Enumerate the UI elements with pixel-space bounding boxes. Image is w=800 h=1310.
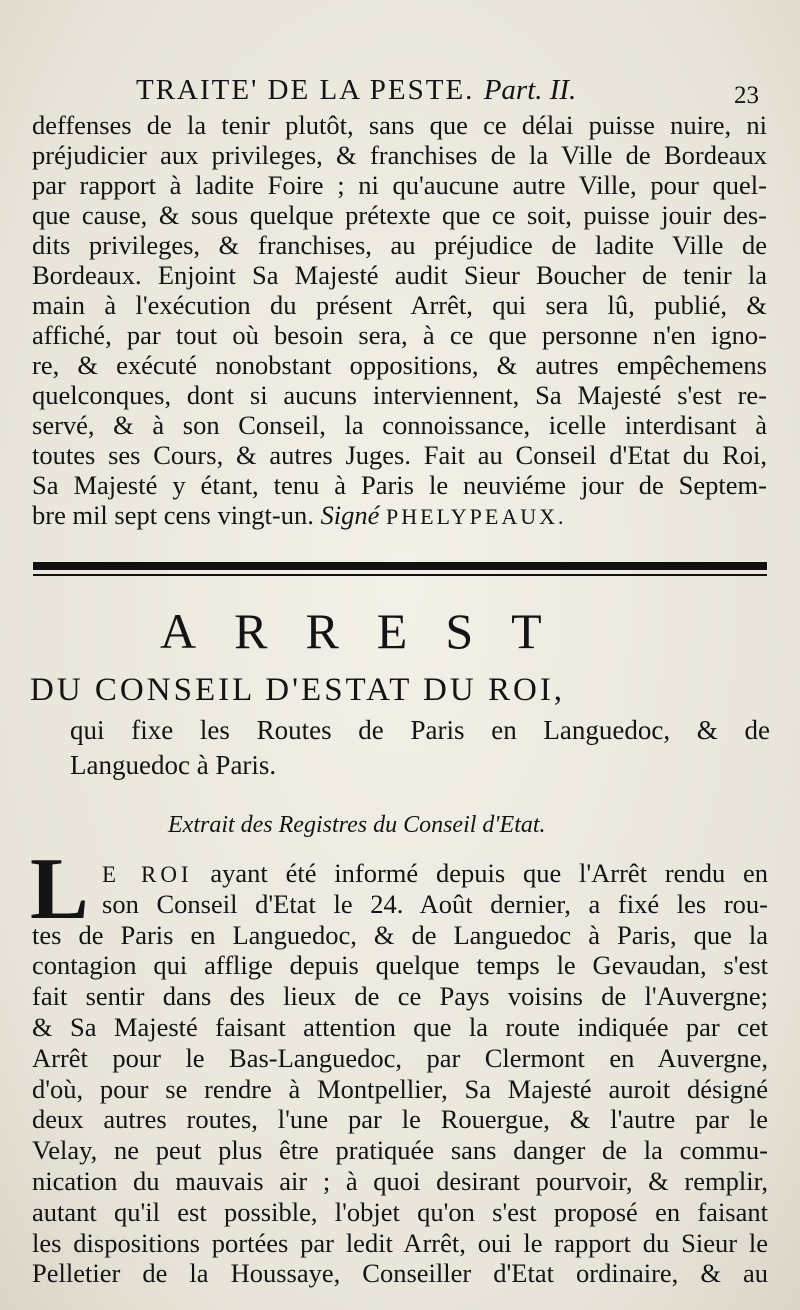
text-line: préjudicier aux privileges, & franchises de la Ville de Bordeaux [32,140,767,170]
text-line: tes de Paris en Languedoc, & de Languedoc à Paris, que la [32,919,768,950]
drop-cap: L [30,841,89,938]
text-line: ayant été informé depuis que l'Arrêt rendu en [210,858,768,888]
opening-caps: E ROI [102,862,193,887]
signature-line [32,500,767,530]
arrest-heading: ARREST [160,603,580,659]
text-line: Bordeaux. Enjoint Sa Majesté audit Sieur Boucher de tenir la [32,260,767,290]
decree-first-line [32,858,768,889]
text-line: contagion qui afflige depuis quelque temps le Gevaudan, s'est [32,950,768,981]
text-line: deffenses de la tenir plutôt, sans que ce délai puisse nuire, ni [32,110,767,140]
text-line: bre mil sept cens vingt-un. [32,500,314,530]
text-line: les dispositions portées par ledit Arrêt, oui le rapport du Sieur le [32,1227,768,1258]
text-line: fait sentir dans des lieux de ce Pays voisins de l'Auvergne; [32,981,768,1012]
text-line: son Conseil d'Etat le 24. Août dernier, a fixé les rou- [102,888,768,919]
text-line: servé, & à son Conseil, la connoissance, icelle interdisant à [32,410,767,440]
decree-paragraph [32,858,768,1289]
arrest-subtitle [70,713,770,783]
text-line: affiché, par tout où besoin sera, à ce que personne n'en igno- [32,320,767,350]
signatory-name: PHELYPEAUX. [386,504,567,529]
text-line: nication du mauvais air ; à quoi desirant pourvoir, & remplir, [32,1165,768,1196]
text-line: quelconques, dont si aucuns interviennent, Sa Majesté s'est re- [32,380,767,410]
text-line: Arrêt pour le Bas-Languedoc, par Clermont en Auvergne, [32,1042,768,1073]
text-line: Velay, ne peut plus être pratiquée sans danger de la commu- [32,1135,768,1166]
text-line: deux autres routes, l'une par le Rouergue, & l'autre par le [32,1104,768,1135]
intro-paragraph [32,110,767,530]
extract-heading: Extrait des Registres du Conseil d'Etat. [168,812,546,838]
part-label: Part. II. [483,74,577,106]
text-line: re, & exécuté nonobstant oppositions, & autres empêchemens [32,350,767,380]
conseil-heading: DU CONSEIL D'ESTAT DU ROI, [30,672,566,708]
text-line: que cause, & sous quelque prétexte que ce soit, puisse jouir des- [32,200,767,230]
signe-label: Signé [320,500,380,530]
page-number: 23 [734,82,759,109]
text-line: par rapport à ladite Foire ; ni qu'aucune autre Ville, pour quel- [32,170,767,200]
text-line: & Sa Majesté faisant attention que la route indiquée par cet [32,1011,768,1042]
subtitle-line: Languedoc à Paris. [70,750,277,780]
text-line: dits privileges, & franchises, au préjudice de ladite Ville de [32,230,767,260]
running-title-text: TRAITE' DE LA PESTE. [136,74,475,106]
text-line: main à l'exécution du présent Arrêt, qui sera lû, publié, & [32,290,767,320]
page-header [0,74,800,108]
text-line: Pelletier de la Houssaye, Conseiller d'Etat ordinaire, & au [32,1258,768,1289]
text-line: Sa Majesté y étant, tenu à Paris le neuviéme jour de Septem- [32,470,767,500]
section-rule-thin [33,574,767,576]
text-line: toutes ses Cours, & autres Juges. Fait au Conseil d'Etat du Roi, [32,440,767,470]
subtitle-line: qui fixe les Routes de Paris en Languedoc, & de [70,715,770,745]
text-line: autant qu'il est possible, l'objet qu'on s'est proposé en faisant [32,1196,768,1227]
section-rule-thick [33,562,767,570]
text-line: d'où, pour se rendre à Montpellier, Sa Majesté auroit désigné [32,1073,768,1104]
running-title [136,74,576,107]
